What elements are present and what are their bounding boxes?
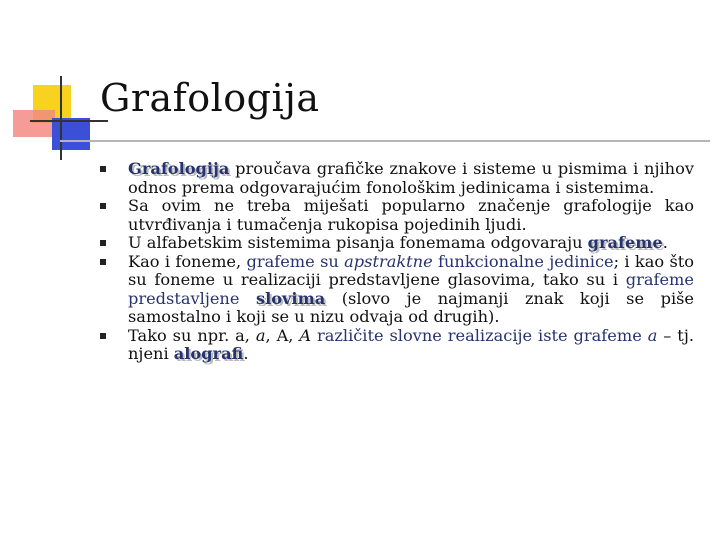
bullet-text: (slovo je najmanji znak koji se piše samostalno i koji se u nizu odvaja od drugih). xyxy=(128,288,695,326)
title-underline-rule xyxy=(60,140,710,142)
bullet-text: Sa ovim ne treba miješati popularno značenje grafologije kao utvrđivanja i tumačenja rukopisa pojedinih ljudi. xyxy=(128,196,694,234)
bullet-text: – tj. njeni xyxy=(128,325,694,363)
bullet-text: U alfabetskim sistemima pisanja fonemama odgovaraju xyxy=(128,233,588,252)
bullet-square-icon xyxy=(100,259,106,265)
key-term: grafeme xyxy=(587,233,663,252)
list-item xyxy=(100,197,694,234)
decor-blue-square xyxy=(52,118,90,150)
bullet-list xyxy=(100,160,694,364)
decor-vertical-line xyxy=(60,76,62,160)
bullet-square-icon xyxy=(100,333,106,339)
bullet-text: Tako su npr. a, xyxy=(128,325,256,345)
highlight-text: grafeme su xyxy=(246,251,345,271)
bullet-text: proučava grafičke znakove i sisteme u pismima i njihov odnos prema odgovarajućim fonološkim jedinicama i sistemima. xyxy=(128,159,694,197)
decor-red-square xyxy=(13,110,55,137)
list-item xyxy=(100,234,694,253)
bullet-square-icon xyxy=(100,203,106,209)
highlight-text: grafeme predstavljene xyxy=(128,270,694,308)
bullet-text: , A, xyxy=(265,325,300,345)
bullet-text: Kao i foneme, xyxy=(128,251,247,271)
key-term: slovima xyxy=(255,288,326,308)
slide-title: Grafologija xyxy=(100,76,320,120)
bullet-square-icon xyxy=(100,240,106,246)
bullet-text: . xyxy=(662,233,668,252)
italic-text: a xyxy=(255,325,266,345)
bullet-text: ; i kao što su foneme u realizaciji predstavljene glasovima, tako su i xyxy=(128,251,695,289)
key-term: Grafologija xyxy=(128,159,230,178)
italic-text: A xyxy=(299,325,312,345)
list-item xyxy=(100,160,694,197)
highlight-text: funkcionalne jedinice xyxy=(432,251,614,271)
decor-horizontal-line xyxy=(30,120,108,122)
highlight-italic-text: apstraktne xyxy=(344,251,433,271)
key-term: alografi xyxy=(173,344,244,363)
highlight-italic-text: a xyxy=(647,325,658,345)
list-item xyxy=(100,327,694,364)
bullet-square-icon xyxy=(100,166,106,172)
highlight-text: različite slovne realizacije iste grafeme xyxy=(311,325,648,345)
list-item xyxy=(100,253,694,327)
bullet-text: . xyxy=(243,344,249,363)
